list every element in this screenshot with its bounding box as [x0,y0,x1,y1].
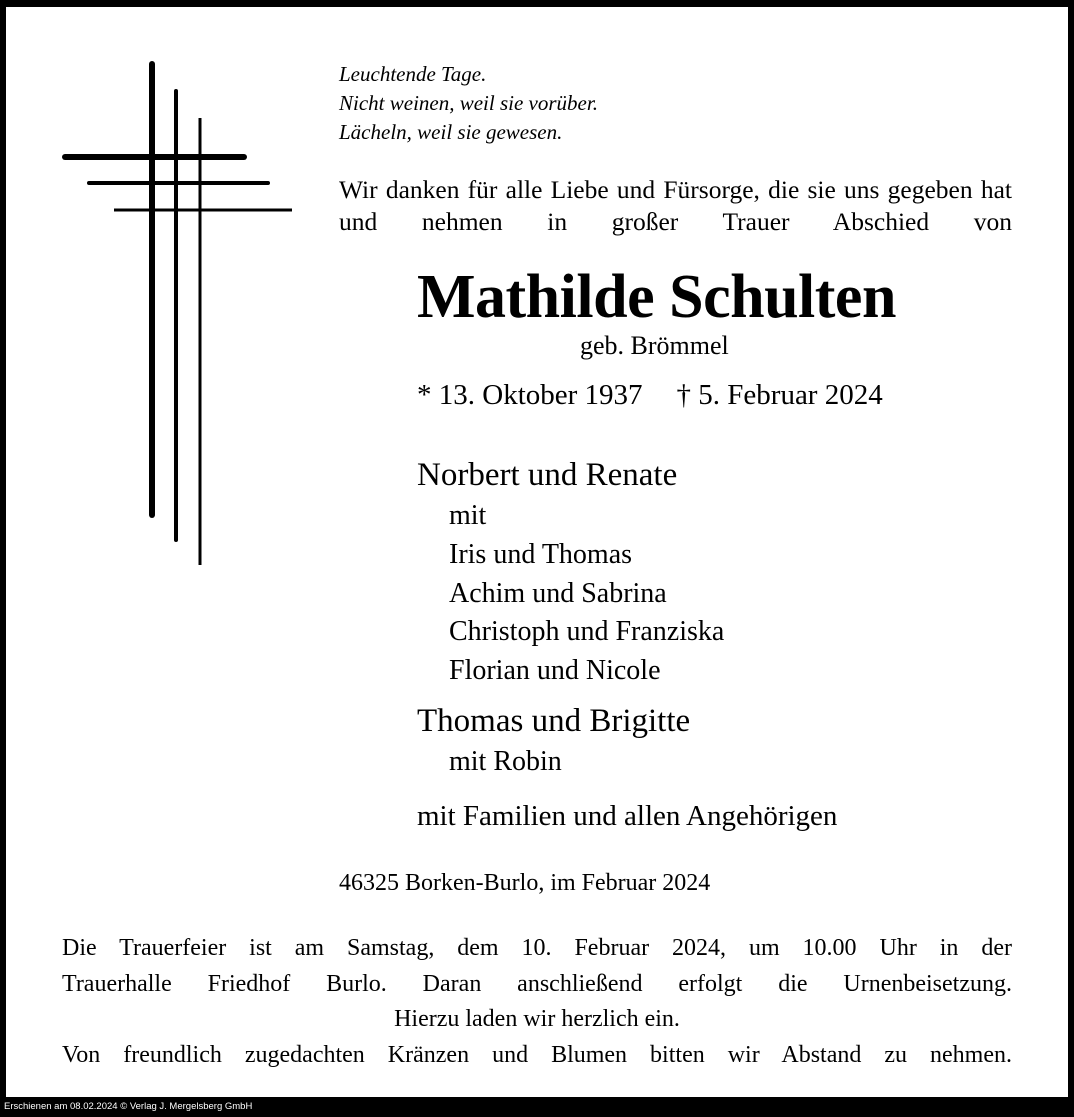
poem [339,60,598,147]
death-date: † 5. Februar 2024 [676,379,883,411]
publication-footer: Erschienen am 08.02.2024 © Verlag J. Mergelsberg GmbH [0,1097,1074,1117]
life-dates [417,379,883,412]
families-line: mit Familien und allen Angehörigen [417,800,838,832]
mourner-member: Christoph und Franziska [449,616,725,648]
funeral-info [62,931,1012,1073]
triple-cross-icon [0,0,300,580]
place-date: 46325 Borken-Burlo, im Februar 2024 [339,870,711,896]
birth-date: * 13. Oktober 1937 [417,379,643,411]
mourner-member: mit [449,500,487,531]
mourner-member: Iris und Thomas [449,538,633,570]
deceased-name: Mathilde Schulten [417,263,896,331]
funeral-line: Die Trauerfeier ist am Samstag, dem 10. Februar 2024, um 10.00 Uhr in der [62,935,1012,961]
mourner-member: Achim und Sabrina [449,577,667,609]
mourners-list [417,453,724,782]
poem-line: Nicht weinen, weil sie vorüber. [339,91,598,115]
mourner-member: Florian und Nicole [449,655,661,687]
funeral-line: Trauerhalle Friedhof Burlo. Daran anschließend erfolgt die Urnenbeisetzung. [62,970,1012,997]
poem-line: Leuchtende Tage. [339,62,487,86]
poem-line: Lächeln, weil sie gewesen. [339,120,563,144]
mourner-main: Norbert und Renate [417,457,678,493]
maiden-name: geb. Brömmel [580,331,729,360]
intro-text: Wir danken für alle Liebe und Fürsorge, die sie uns gegeben hat und nehmen in großer Trauer Abschied von [339,175,1012,236]
mourner-main: Thomas und Brigitte [417,702,691,739]
funeral-line: Hierzu laden wir herzlich ein. [394,1006,680,1032]
mourner-member: mit Robin [449,745,562,777]
funeral-line: Von freundlich zugedachten Kränzen und Blumen bitten wir Abstand zu nehmen. [62,1041,1012,1068]
